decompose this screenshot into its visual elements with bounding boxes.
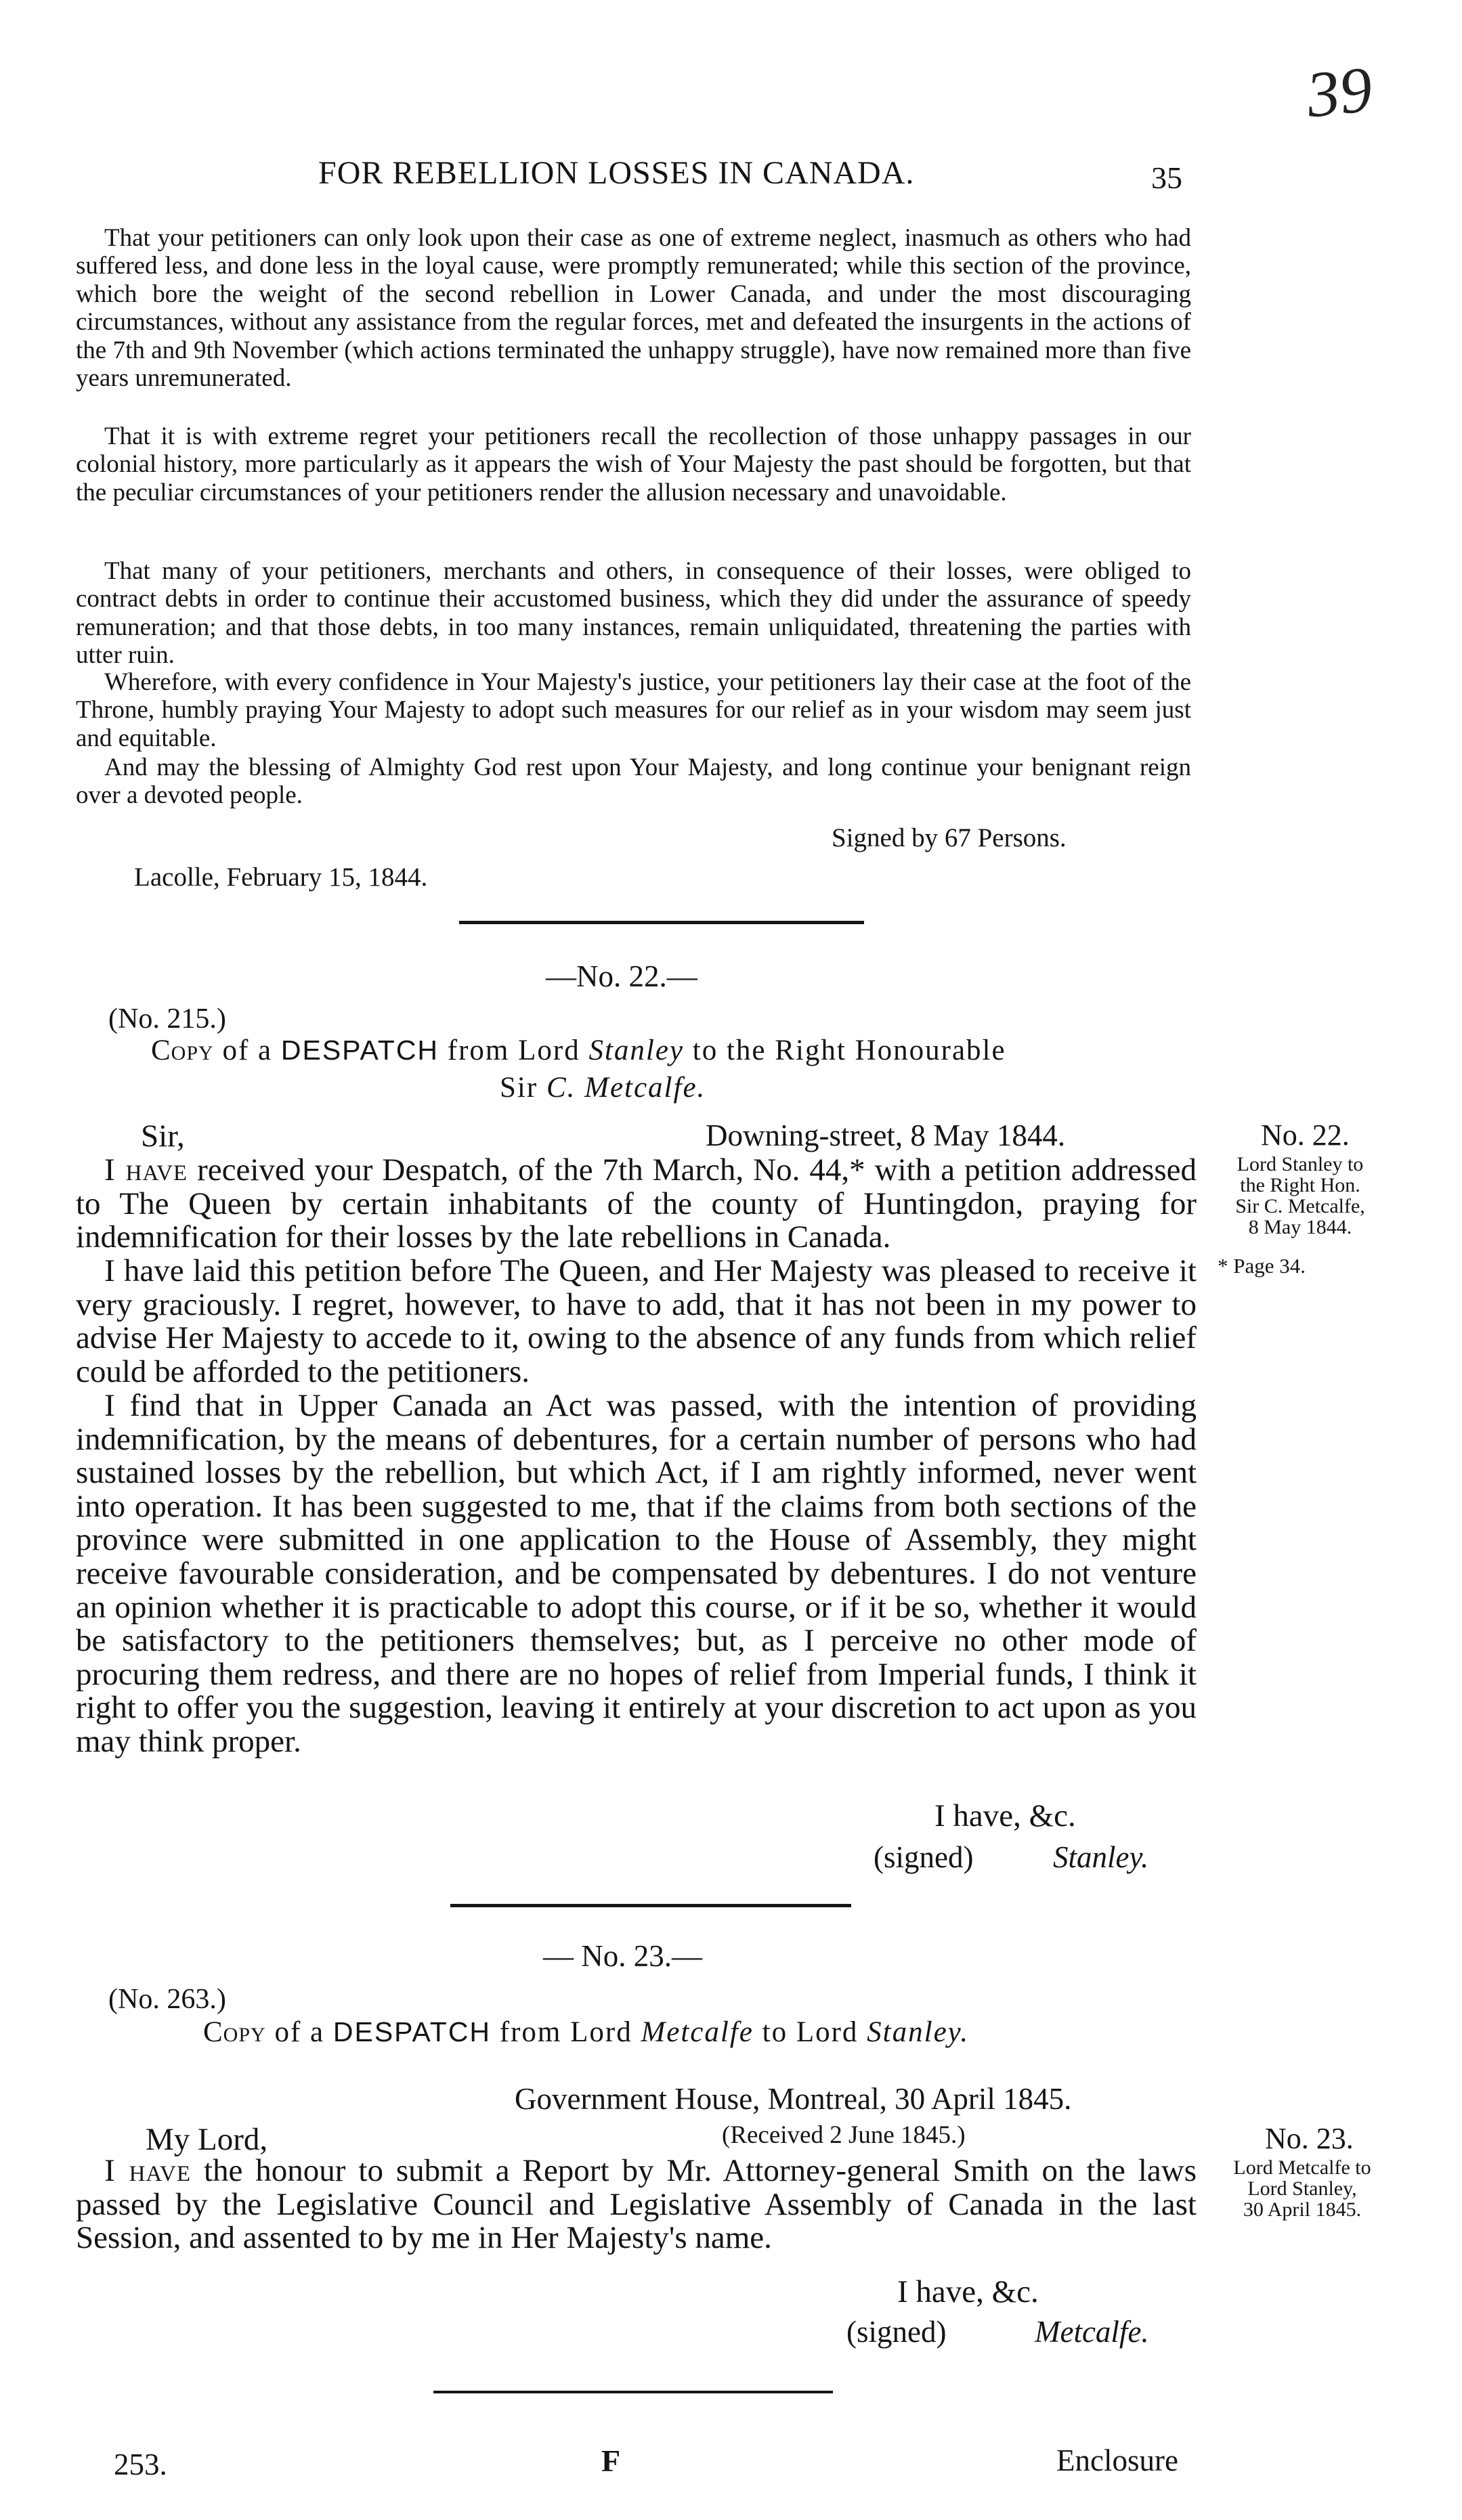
petition-place-date: Lacolle, February 15, 1844. — [134, 863, 428, 892]
margin-note-line: 30 April 1845. — [1243, 2198, 1362, 2221]
title-recipient: Stanley. — [867, 2016, 970, 2048]
signature: Metcalfe. — [1035, 2315, 1149, 2349]
received-date: (Received 2 June 1845.) — [722, 2121, 966, 2149]
closing-formula: I have, &c. — [897, 2274, 1039, 2309]
petition-paragraph: Wherefore, with every confidence in Your Majesty's justice, your petitioners lay their case at the foot of the Throne, humbly praying Your Majesty to adopt such measures for our relief as in your wisdom may seem just and equitable. — [76, 668, 1191, 752]
petition-paragraph: That your petitioners can only look upon their case as one of extreme neglect, inasmuch as others who had suffered less, and done less in the loyal cause, were promptly remunerated; while this section of the province, which bore the weight of the second rebellion in Lower Canada, and under the most discouraging circumstances, without any assistance from the regular forces, met and defeated the insurgents in the actions of the 7th and 9th November (which actions terminated the unhappy struggle), have now remained more than five years unremunerated. — [76, 224, 1191, 393]
section-heading-no23: — No. 23.— — [543, 1939, 702, 1973]
page-number: 35 — [1151, 160, 1182, 195]
margin-number-no23: No. 23. — [1265, 2122, 1354, 2155]
despatch-title-line2 — [500, 1071, 706, 1104]
despatch-place-date: Downing-street, 8 May 1844. — [706, 1118, 1066, 1152]
despatch-reference: (No. 215.) — [108, 1003, 226, 1035]
margin-note-line: the Right Hon. — [1240, 1174, 1360, 1196]
paragraph-text: received your Despatch, of the 7th March, No. 44,* with a petition addressed to The Queen by certain inhabitants of the county of Huntingdon, praying for indemnification for their losses by the late rebellions in Canada. — [76, 1152, 1197, 1255]
title-despatch: DESPATCH — [332, 2016, 492, 2047]
footnote-marker: * Page 34. — [1218, 1254, 1306, 1278]
margin-number-no22: No. 22. — [1261, 1118, 1350, 1152]
signature: Stanley. — [1053, 1840, 1149, 1874]
title-to: to Lord — [753, 2016, 867, 2048]
despatch-paragraph: I find that in Upper Canada an Act was passed, with the intention of providing indemnification, by the means of debentures, for a certain number of persons who had sustained losses by the rebellion, but which Act, if I am rightly informed, never went into operation. It has been suggested to me, that if the claims from both sections of the province were submitted in one application to the House of Assembly, they might receive favourable consideration, and be compensated by debentures. I do not venture an opinion whether it is practicable to adopt this course, or if it be so, whether it would be satisfactory to the petitioners themselves; but, as I perceive no other mode of procuring them redress, and there are no hopes of relief from Imperial funds, I think it right to offer you the suggestion, leaving it entirely at your discretion to act upon as you may think proper. — [76, 1388, 1197, 1759]
paragraph-text: the honour to submit a Report by Mr. Attorney-general Smith on the laws passed by the Legislative Council and Legislative Assembly of Canada in the last Session, and assented to by me in Her Majesty's name. — [76, 2153, 1197, 2256]
title-from: from Lord — [491, 2016, 641, 2048]
salutation: My Lord, — [146, 2122, 268, 2157]
title-of-a: of a — [213, 1035, 281, 1066]
margin-note-no22 — [1209, 1154, 1392, 1238]
margin-note-line: Lord Metcalfe to — [1233, 2156, 1371, 2179]
title-of-a: of a — [265, 2016, 333, 2048]
paragraph-opening: I have — [104, 1152, 188, 1188]
petition-paragraph: That many of your petitioners, merchants and others, in consequence of their losses, were obliged to contract debts in order to continue their accustomed business, which they did under the assurance of speedy remuneration; and that those debts, in too many instances, remain unliquidated, threatening the parties with utter ruin. — [76, 557, 1191, 670]
section-divider — [450, 1904, 851, 1907]
despatch-title — [151, 1034, 1006, 1067]
margin-note-line: 8 May 1844. — [1248, 1216, 1352, 1238]
title-from: from Lord — [439, 1035, 589, 1066]
title-despatch: DESPATCH — [280, 1035, 439, 1066]
margin-note-no23 — [1204, 2157, 1400, 2220]
running-header-title: FOR REBELLION LOSSES IN CANADA. — [318, 155, 915, 191]
title-to: to the Right Honourable — [684, 1035, 1006, 1066]
signature-mark: 253. — [114, 2448, 167, 2481]
margin-note-line: Lord Stanley, — [1247, 2177, 1357, 2200]
title-copy: Copy — [151, 1035, 214, 1066]
despatch-paragraph: I have laid this petition before The Queen, and Her Majesty was pleased to receive it very graciously. I regret, however, to have to add, that it has not been in my power to advise Her Majesty to accede to it, owing to the absence of any funds from which relief could be afforded to the petitioners. — [76, 1253, 1197, 1389]
despatch-place-date: Government House, Montreal, 30 April 1845. — [515, 2082, 1072, 2116]
margin-note-line: Lord Stanley to — [1237, 1153, 1364, 1175]
petition-paragraph: And may the blessing of Almighty God rest upon Your Majesty, and long continue your benignant reign over a devoted people. — [76, 754, 1191, 810]
title-sir: Sir — [500, 1072, 546, 1104]
despatch-paragraph — [76, 1154, 1197, 1255]
petition-signed: Signed by 67 Persons. — [832, 823, 1067, 852]
despatch-paragraph — [76, 2154, 1197, 2255]
signed-label: (signed) — [846, 2315, 947, 2349]
title-sender: Metcalfe — [641, 2016, 754, 2048]
title-recipient: C. Metcalfe. — [546, 1072, 706, 1104]
title-copy: Copy — [203, 2016, 266, 2048]
margin-note-line: Sir C. Metcalfe, — [1235, 1195, 1365, 1217]
folio-number: 39 — [1303, 52, 1376, 131]
closing-formula: I have, &c. — [934, 1798, 1076, 1833]
paragraph-opening: I have — [104, 2153, 191, 2188]
section-divider — [459, 921, 864, 924]
section-heading-no22: —No. 22.— — [546, 959, 697, 993]
signature-letter: F — [601, 2443, 621, 2478]
despatch-reference: (No. 263.) — [108, 1984, 226, 2015]
catchword: Enclosure — [1056, 2443, 1178, 2477]
salutation: Sir, — [141, 1118, 185, 1154]
title-sender: Stanley — [588, 1035, 685, 1066]
despatch-title — [203, 2016, 969, 2049]
section-divider — [433, 2391, 833, 2393]
petition-paragraph: That it is with extreme regret your petitioners recall the recollection of those unhappy passages in our colonial history, more particularly as it appears the wish of Your Majesty the past should be forgotten, but that the peculiar circumstances of your petitioners render the allusion necessary and unavoidable. — [76, 422, 1191, 506]
signed-label: (signed) — [874, 1840, 974, 1874]
